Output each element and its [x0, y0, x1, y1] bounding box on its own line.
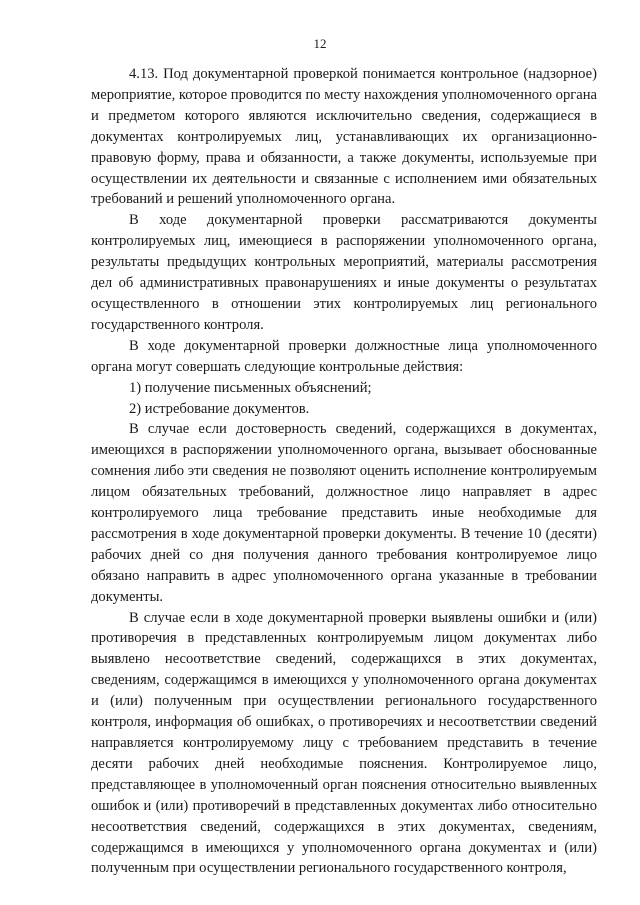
paragraph-4-13: 4.13. Под документарной проверкой понимается контрольное (надзорное) мероприятие, которое проводится по месту нахождения уполномоченного органа и предметом которого являются исключительно сведения, содержащиеся в документах контролируемых лиц, устанавливающих их организационно-правовую форму, права и обязанности, а также документы, используемые при осуществлении их деятельности и связанные с исполнением ими обязательных требований и решений уполномоченного органа.	[91, 66, 597, 208]
paragraph-reviewed-documents: В ходе документарной проверки рассматриваются документы контролируемых лиц, имеющиеся в распоряжении уполномоченного органа, результаты предыдущих контрольных мероприятий, материалы рассмотрения дел об административных правонарушениях и иные документы о результатах осуществленного в отношении этих контролируемых лиц регионального государственного контроля.	[91, 212, 597, 333]
document-body	[91, 64, 597, 879]
paragraph-errors-contradictions: В случае если в ходе документарной проверки выявлены ошибки и (или) противоречия в представленных контролируемым лицом документах либо выявлено несоответствие сведений, содержащихся в этих документах, сведениям, содержащимся в имеющихся у уполномоченного органа документах и (или) полученным при осуществлении регионального государственного контроля, информация об ошибках, о противоречиях и несоответствии сведений направляется контролируемому лицу с требованием представить в течение десяти рабочих дней необходимые пояснения. Контролируемое лицо, представляющее в уполномоченный орган пояснения относительно выявленных ошибок и (или) противоречий в представленных документах либо относительно несоответствия сведений, содержащихся в этих документах, сведениям, содержащимся в имеющихся у уполномоченного органа документах и (или) полученным при осуществлении регионального государственного контроля,	[91, 609, 597, 877]
paragraph-document-demand: В случае если достоверность сведений, содержащихся в документах, имеющихся в распоряжении уполномоченного органа, вызывает обоснованные сомнения либо эти сведения не позволяют оценить исполнение контролируемым лицом обязательных требований, должностное лицо направляет в адрес контролируемого лица требование представить иные необходимые для рассмотрения в ходе документарной проверки документы. В течение 10 (десяти) рабочих дней со дня получения данного требования контролируемое лицо обязано направить в адрес уполномоченного органа указанные в требовании документы.	[91, 421, 597, 605]
list-item-written-explanations: 1) получение письменных объяснений;	[129, 379, 372, 396]
list-item-document-request: 2) истребование документов.	[129, 400, 310, 417]
page-number: 12	[313, 36, 327, 51]
paragraph-control-actions: В ходе документарной проверки должностные лица уполномоченного органа могут совершать следующие контрольные действия:	[91, 337, 597, 375]
